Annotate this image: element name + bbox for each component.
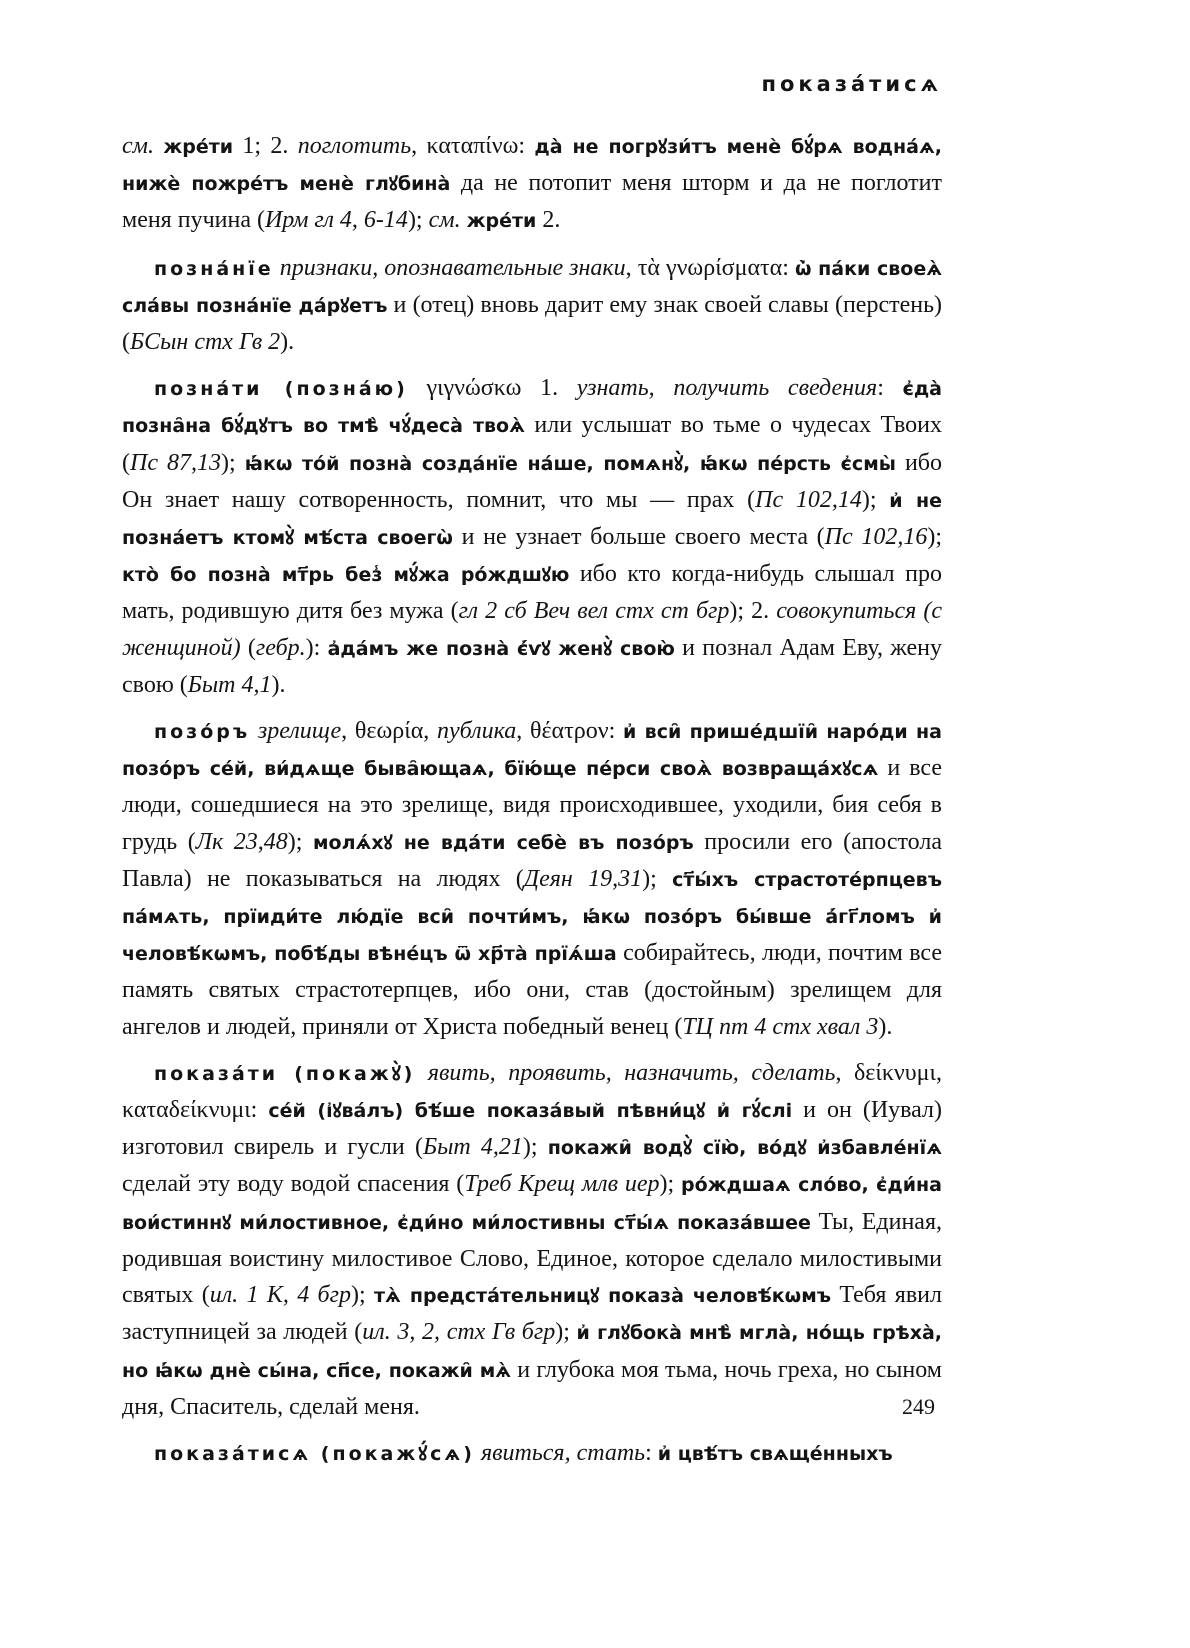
italic-gloss: явить, проявить, назначить, сделать bbox=[427, 1059, 836, 1086]
church-slavonic-quote: ро́ждшаѧ сло́во, є҆ди́на вои́стиннꙋ ми́лостивное, є҆ди́но ми́лостивны ст҃ы́ѧ показа́вшее bbox=[122, 1174, 942, 1234]
italic-gloss: публика bbox=[437, 718, 517, 745]
dictionary-entry-cont bbox=[122, 128, 942, 240]
italic-gloss: совокупиться (с женщиной) bbox=[122, 598, 942, 661]
italic-gloss: гл 2 сб Веч вел стх ст бгр bbox=[458, 598, 730, 625]
italic-gloss: ил. 3, 2, стх Гв бгр bbox=[362, 1319, 556, 1346]
text-run bbox=[250, 718, 258, 744]
headword: показа́ти (покажꙋ̀) bbox=[154, 1062, 416, 1085]
text-run: ); bbox=[407, 207, 429, 234]
text-run: Тебя явил заступницей за людей ( bbox=[122, 1282, 942, 1346]
text-run bbox=[415, 1060, 428, 1086]
text-run: и все люди, сошедшиеся на это зрелище, видя происходившее, уходили, бия себя в грудь ( bbox=[122, 755, 943, 855]
text-run: ); bbox=[642, 865, 673, 892]
text-run: 2. bbox=[536, 207, 561, 234]
text-run: ); bbox=[351, 1282, 375, 1309]
text-run bbox=[154, 133, 163, 159]
text-run: ); bbox=[861, 486, 890, 513]
text-run: и не узнает больше своего места ( bbox=[452, 524, 825, 551]
italic-gloss: зрелище bbox=[257, 718, 342, 745]
italic-gloss: Ирм гл 4, 6-14 bbox=[264, 207, 408, 234]
text-run: Ты, Единая, родившая воистину милостивое Слово, Единое, которое сделало милостивыми святых ( bbox=[122, 1208, 943, 1309]
italic-gloss: узнать, получить сведения bbox=[576, 375, 878, 402]
church-slavonic-quote: а҆да́мъ же позна̀ є҆́ѵꙋ женꙋ̀ свою̀ bbox=[327, 637, 675, 660]
dictionary-entry-pozor bbox=[122, 713, 942, 1045]
text-run: : bbox=[877, 375, 903, 402]
italic-gloss: признаки, опознавательные знаки bbox=[279, 254, 626, 281]
text-run: сделай эту воду водой спасения ( bbox=[122, 1171, 465, 1198]
italic-gloss: см. bbox=[428, 207, 461, 234]
headword: позо́ръ bbox=[154, 721, 251, 744]
text-run: и познал Адам Еву, жену свою ( bbox=[122, 634, 942, 698]
italic-gloss: поглотить bbox=[297, 133, 412, 159]
text-run: или услышат во тьме о чудесах Твоих ( bbox=[122, 412, 943, 476]
dictionary-entry-pokazati bbox=[122, 1055, 942, 1425]
church-slavonic-quote: жре́ти bbox=[466, 210, 537, 233]
church-slavonic-quote: ѡ҆̀ па́ки своеѧ̀ сла́вы позна́нїе да́рꙋетъ bbox=[122, 257, 943, 317]
page-number: 249 bbox=[902, 1394, 935, 1419]
text-run: ); bbox=[287, 828, 314, 855]
church-slavonic-quote: и҆ цвѣ́тъ свѧще́нныхъ bbox=[657, 1442, 893, 1465]
church-slavonic-quote: и҆ вси̑ прише́дшїи̑ наро́ди на позо́ръ се́й, ви́дѧще быва̑ющаѧ, бїю́ще пе́рси своѧ̀ возвраща́хꙋсѧ bbox=[122, 721, 942, 781]
italic-gloss: Треб Крещ млв иер bbox=[464, 1171, 660, 1198]
text-run: ибо Он знает нашу сотворенность, помнит, что мы — прах ( bbox=[122, 449, 943, 513]
text-run: ). bbox=[271, 671, 286, 698]
dictionary-body bbox=[122, 128, 942, 1482]
text-run: , δείκνυμι, καταδείκνυμι: bbox=[122, 1059, 942, 1124]
text-run: ); bbox=[659, 1171, 681, 1198]
text-run: ( bbox=[240, 634, 256, 661]
text-run: ); 2. bbox=[729, 598, 777, 625]
italic-gloss: Деян 19,31 bbox=[523, 865, 643, 892]
church-slavonic-quote: ст҃ы́хъ страстоте́рпцевъ па́мѧть, прїиди́те лю́дїе вси̑ почти́мъ, ꙗ҆́кѡ позо́ръ бы́вше а҆́гг҃ломъ и҆ человѣ́кѡмъ, побѣ́ды вѣне́цъ ѿ хр҃та̀ прїѧ́ша bbox=[122, 868, 942, 966]
italic-gloss: см. bbox=[122, 133, 154, 159]
church-slavonic-quote: се́й (і҆ꙋва́лъ) бѣ́ше показа́вый пѣвни́цꙋ и҆ гꙋ́слі bbox=[268, 1100, 793, 1123]
italic-gloss: явиться, стать bbox=[480, 1439, 646, 1466]
church-slavonic-quote: є҆да̀ позна̑на бꙋ́дꙋтъ во тмѣ̀ чꙋ́деса̀ твоѧ̀ bbox=[122, 378, 942, 438]
italic-gloss: ил. 1 К, 4 бгр bbox=[209, 1282, 351, 1309]
text-run: ); bbox=[221, 449, 245, 476]
headword: позна́ти (позна́ю) bbox=[154, 378, 408, 401]
dictionary-entry-poznanie bbox=[122, 250, 942, 361]
church-slavonic-quote: кто̀ бо позна̀ мт҃рь без̾ мꙋ́жа ро́ждшꙋю bbox=[122, 564, 570, 587]
text-run: , θέατρον: bbox=[516, 718, 623, 745]
text-run: , καταπίνω: bbox=[411, 133, 535, 159]
text-run: и (отец) вновь дарит ему знак своей славы (перстень) ( bbox=[122, 291, 943, 356]
headword: показа́тисѧ (покажꙋ́сѧ) bbox=[154, 1442, 475, 1465]
text-run: и он (Иувал) изготовил свирель и гусли ( bbox=[122, 1097, 943, 1161]
text-run: γιγνώσκω 1. bbox=[407, 375, 577, 402]
church-slavonic-quote: и҆ глꙋбока̀ мнѣ̀ мгла̀, но́щь грѣха̀, но ꙗ҆́кѡ днѐ сы́на, сп҃се, покажи̑ мѧ̀ bbox=[122, 1322, 942, 1382]
text-run: ). bbox=[878, 1013, 893, 1040]
italic-gloss: Пс 102,14 bbox=[755, 486, 862, 513]
text-run: 1; 2. bbox=[233, 133, 298, 159]
church-slavonic-quote: молѧ́хꙋ не вда́ти себѐ въ позо́ръ bbox=[313, 831, 694, 854]
church-slavonic-quote: ꙗ҆́кѡ то́й позна̀ созда́нїе на́ше, помѧнꙋ̀, ꙗ҆́кѡ пе́рсть є҆смы̀ bbox=[244, 452, 896, 475]
text-run: просили его (апостола Павла) не показываться на людях ( bbox=[122, 828, 942, 892]
italic-gloss: Пс 87,13 bbox=[130, 449, 222, 476]
italic-gloss: Лк 23,48 bbox=[195, 828, 288, 855]
italic-gloss: гебр. bbox=[255, 634, 306, 661]
italic-gloss: ТЦ пт 4 стх хвал 3 bbox=[682, 1013, 879, 1040]
text-run: ); bbox=[927, 524, 942, 551]
church-slavonic-quote: тѧ̀ предста́тельницꙋ показа̀ человѣ́кѡмъ bbox=[374, 1285, 831, 1308]
dictionary-entry-pokazatisya bbox=[122, 1435, 942, 1472]
text-run: ). bbox=[280, 329, 295, 356]
text-run: ); bbox=[555, 1319, 577, 1346]
italic-gloss: Быт 4,1 bbox=[187, 671, 272, 698]
text-run: да не потопит меня шторм и да не поглотит меня пучина ( bbox=[122, 170, 942, 234]
headword: позна́нїе bbox=[154, 257, 274, 280]
text-run: ): bbox=[305, 634, 328, 661]
text-run: ); bbox=[522, 1134, 548, 1161]
text-run: собирайтесь, люди, почтим все память святых страстотерпцев, ибо они, став (достойным) зрелищем для ангелов и людей, приняли от Христа победный венец ( bbox=[122, 940, 942, 1040]
dictionary-entry-poznati bbox=[122, 370, 942, 703]
church-slavonic-quote: покажи̑ водꙋ̀ сїю̀, во́дꙋ и҆збавле́нїѧ bbox=[547, 1137, 943, 1160]
italic-gloss: БСын стх Гв 2 bbox=[130, 329, 281, 356]
text-run: ибо кто когда-нибудь слышал про мать, родившую дитя без мужа ( bbox=[122, 561, 943, 625]
text-run: : bbox=[645, 1439, 658, 1466]
church-slavonic-quote: и҆ не позна́етъ ктомꙋ̀ мѣ́ста своегѡ̀ bbox=[122, 489, 942, 550]
church-slavonic-quote: да̀ не погрꙋзи́тъ менѐ бꙋ́рѧ водна́ѧ, нижѐ пожре́тъ менѐ глꙋбина̀ bbox=[122, 136, 942, 196]
text-run: , θεωρία, bbox=[341, 718, 438, 745]
church-slavonic-quote: жре́ти bbox=[163, 136, 234, 158]
running-head: показа́тисѧ bbox=[761, 72, 942, 96]
text-run: и глубока моя тьма, ночь греха, но сыном дня, Спаситель, сделай меня. bbox=[122, 1356, 942, 1420]
italic-gloss: Быт 4,21 bbox=[422, 1134, 523, 1161]
text-run: , τὰ γνωρίσματα: bbox=[625, 254, 795, 281]
italic-gloss: Пс 102,16 bbox=[824, 524, 928, 551]
